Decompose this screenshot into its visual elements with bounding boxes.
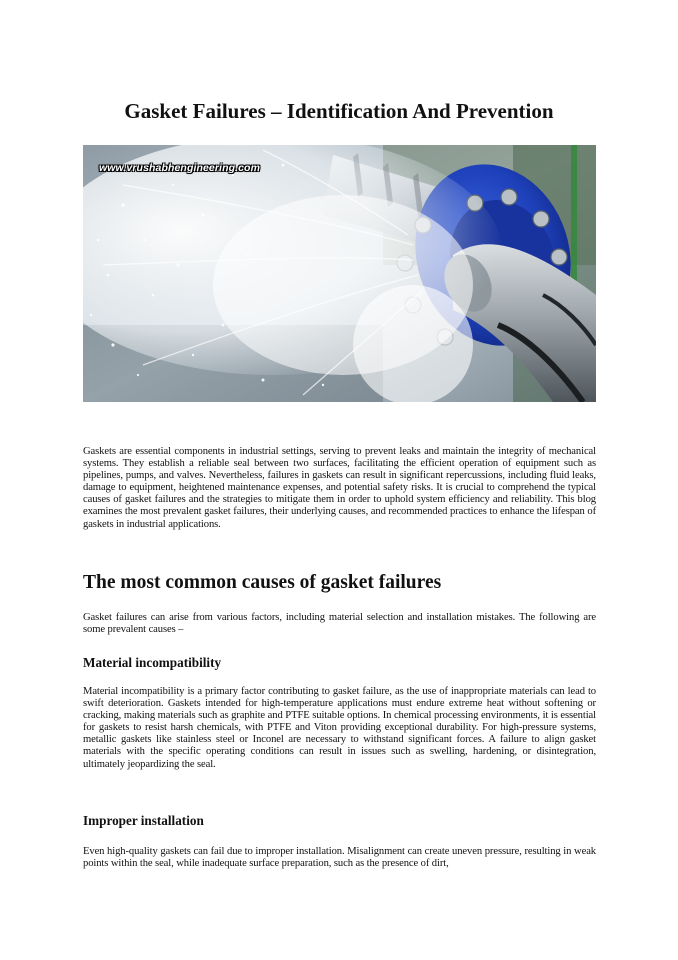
subsection-paragraph-material-incompatibility: Material incompatibility is a primary factor contributing to gasket failure, as the use of inappropriate materials can lead to swift deterioration. Gaskets intended for high-temperature applications must endure extreme heat without softening or cracking, making materials such as graphite and PTFE suitable options. In chemical processing environments, it is essential for gaskets to resist harsh chemicals, with PTFE and Viton providing exceptional durability. For high-pressure systems, metallic gaskets like stainless steel or Inconel are necessary to withstand significant forces. A failure to align gasket materials with the specific operating conditions can result in issues such as swelling, hardening, or disintegration, ultimately jeopardizing the seal. (83, 686, 596, 770)
section-intro-paragraph: Gasket failures can arise from various factors, including material selection and installation mistakes. The following are some prevalent causes – (83, 612, 596, 636)
subsection-heading-improper-installation: Improper installation (83, 813, 204, 828)
intro-paragraph: Gaskets are essential components in industrial settings, serving to prevent leaks and maintain the integrity of mechanical systems. They establish a reliable seal between two surfaces, facilitating the efficient operation of equipment such as pipelines, pumps, and valves. Nevertheless, failures in gaskets can result in significant repercussions, including fluid leaks, damage to equipment, heightened maintenance expenses, and potential safety risks. It is crucial to comprehend the typical causes of gasket failures and the strategies to mitigate them in order to uphold system efficiency and reliability. This blog examines the most prevalent gasket failures, their underlying causes, and recommended practices to enhance the lifespan of gaskets in industrial applications. (83, 446, 596, 530)
hero-watermark: www.vrushabhengineering.com (99, 162, 261, 174)
subsection-heading-material-incompatibility: Material incompatibility (83, 655, 222, 670)
section-heading: The most common causes of gasket failures (83, 572, 442, 593)
subsection-paragraph-improper-installation: Even high-quality gaskets can fail due to improper installation. Misalignment can create uneven pressure, resulting in weak points within the seal, while inadequate surface preparation, such as the presence of dirt, (83, 846, 596, 870)
page-title: Gasket Failures – Identification And Prevention (124, 99, 554, 124)
hero-image (83, 145, 596, 402)
leaking-pipe-flange-illustration (83, 145, 596, 402)
